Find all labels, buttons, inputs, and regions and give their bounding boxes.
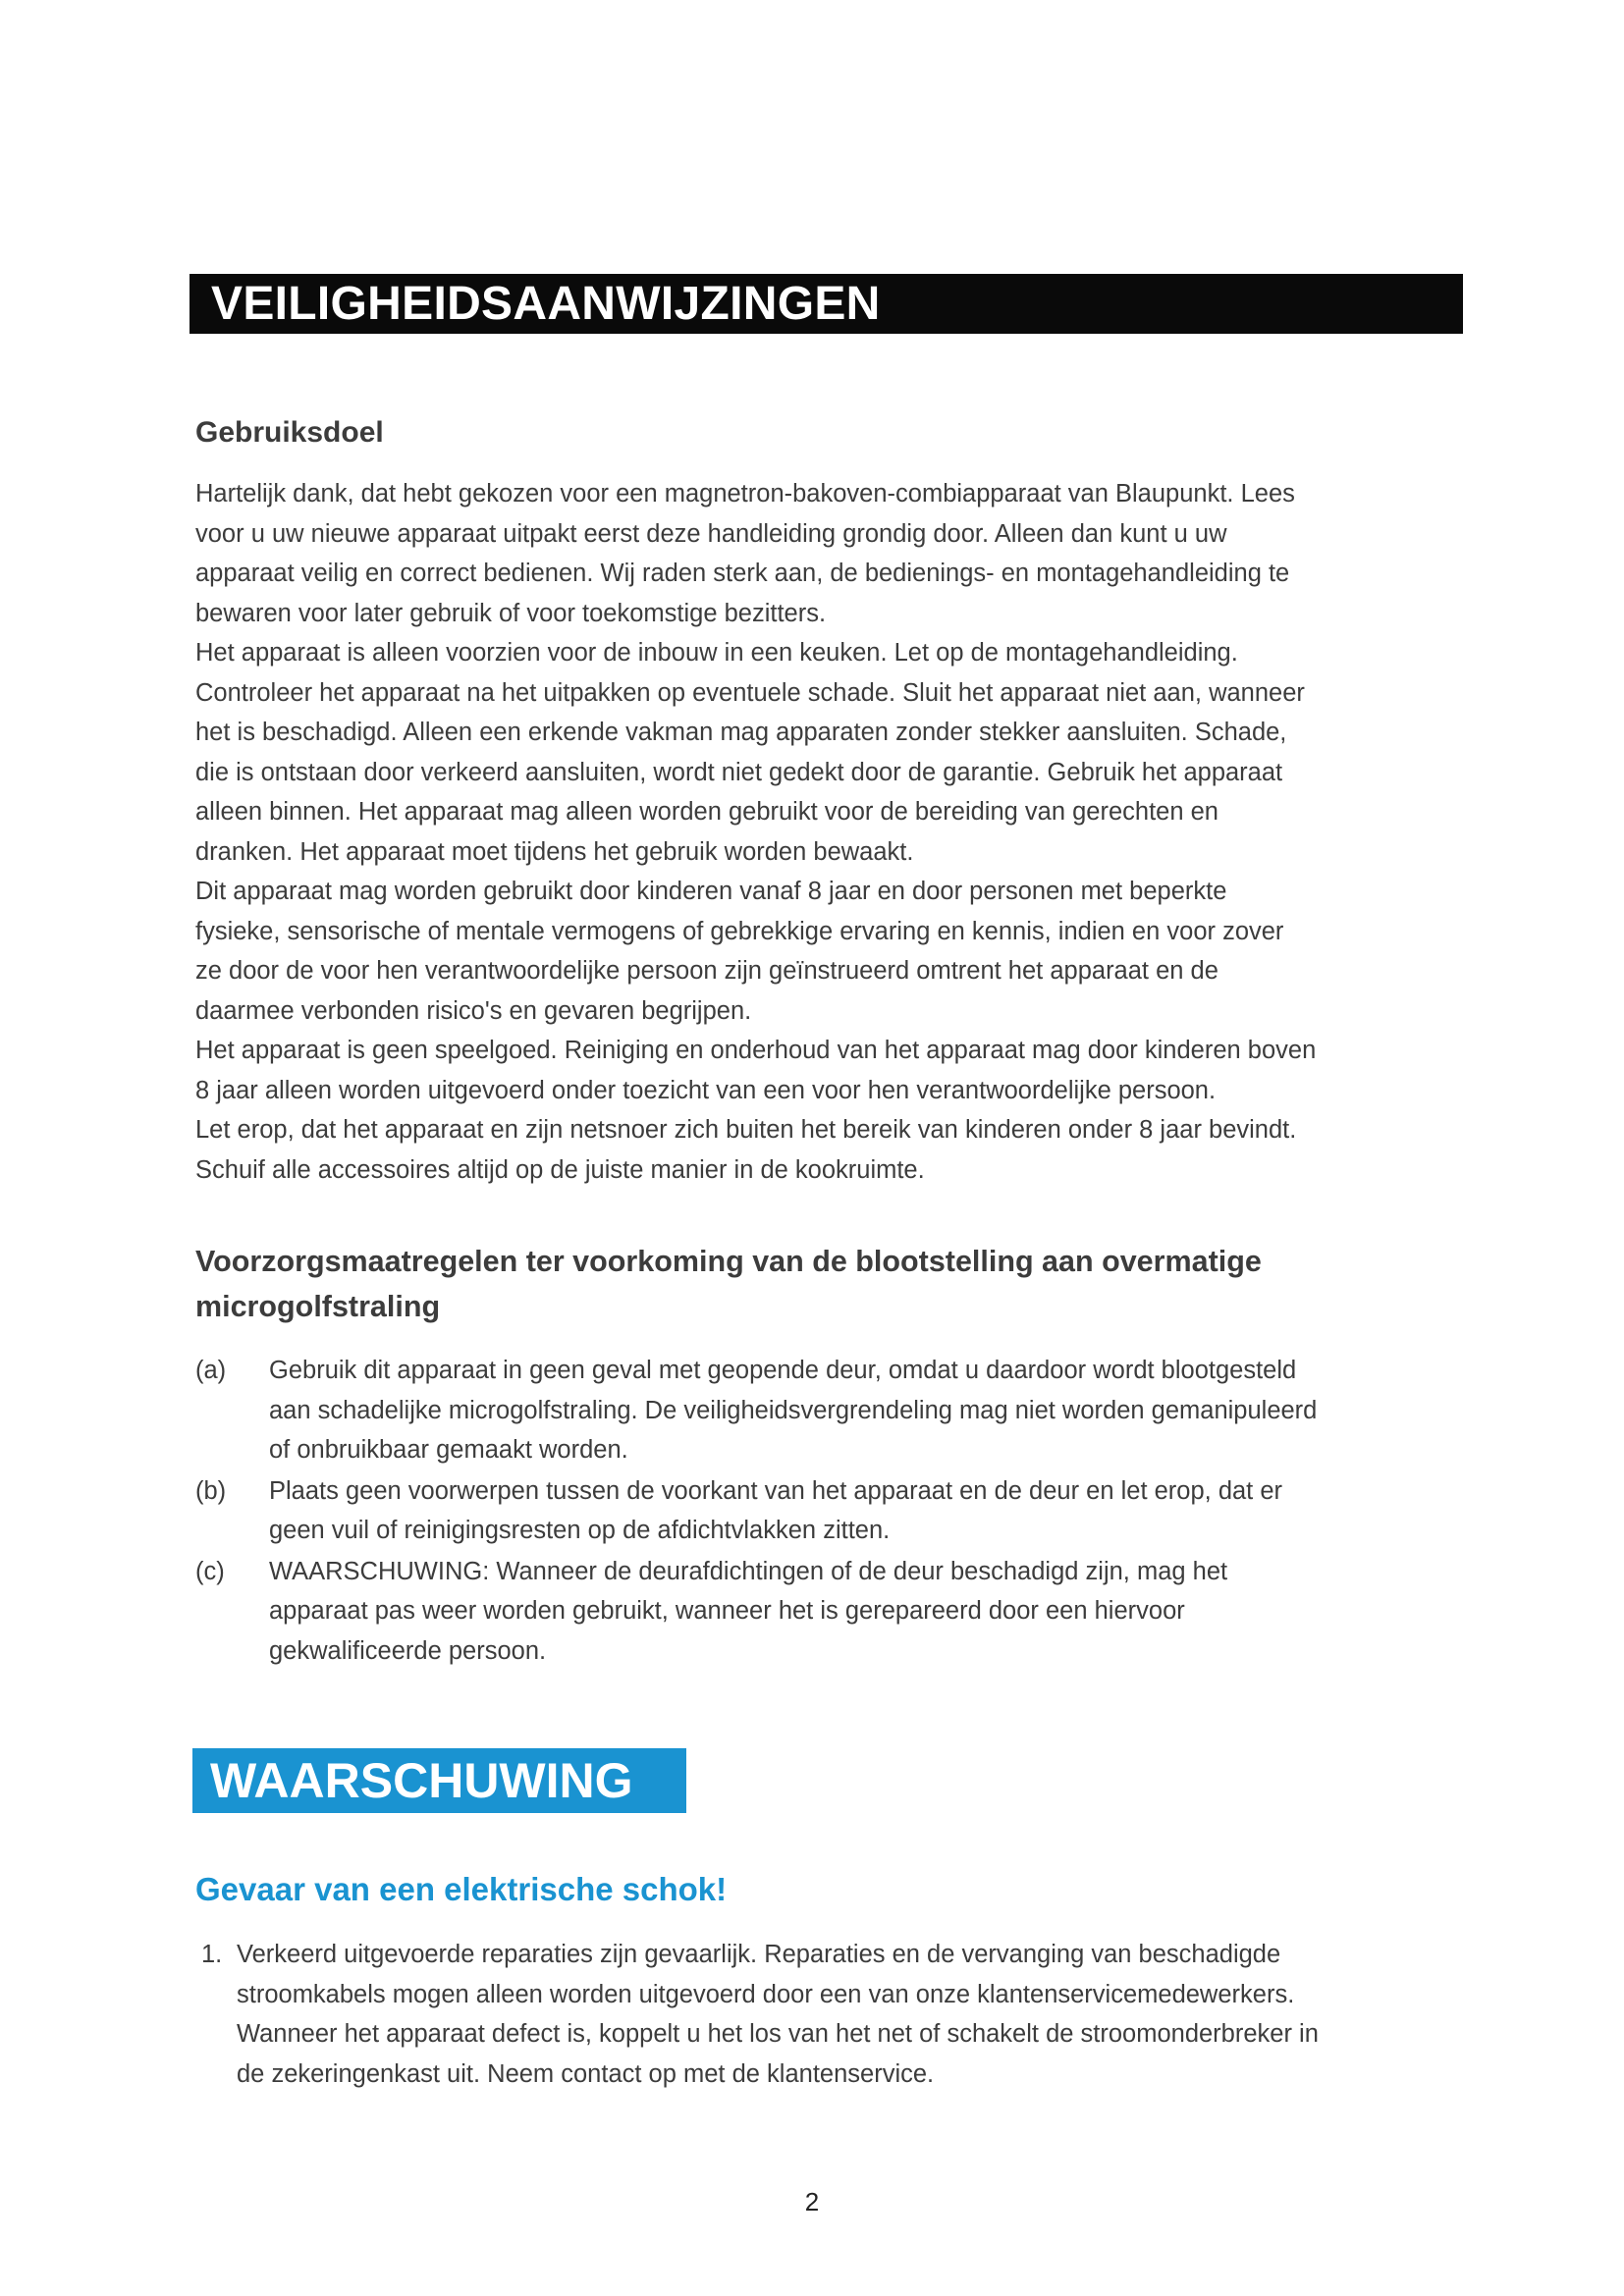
section-heading-electric-shock: Gevaar van een elektrische schok! (195, 1871, 728, 1907)
list-item (195, 1351, 1472, 1470)
list-item (195, 1471, 1472, 1551)
list-item-line: Plaats geen voorwerpen tussen de voorkant van het apparaat en de deur en let erop, dat er (269, 1476, 1283, 1505)
list-item (195, 1935, 1472, 2094)
precaution-list (195, 1351, 1472, 1672)
paragraph-line: het is beschadigd. Alleen een erkende vakman mag apparaten zonder stekker aansluiten. Schade, (195, 719, 1287, 746)
list-item-line: de zekeringenkast uit. Neem contact op met de klantenservice. (237, 2059, 935, 2088)
list-item-line: WAARSCHUWING: Wanneer de deurafdichtingen of de deur beschadigd zijn, mag het (269, 1557, 1228, 1585)
list-item-line: Gebruik dit apparaat in geen geval met geopende deur, omdat u daardoor wordt blootgesteld (269, 1357, 1297, 1384)
paragraph-line: bewaren voor later gebruik of voor toekomstige bezitters. (195, 599, 827, 627)
section-heading-voorzorgsmaatregelen (195, 1239, 1472, 1329)
electric-shock-list (195, 1935, 1472, 2094)
list-item-line: aan schadelijke microgolfstraling. De veiligheidsvergrendeling mag niet worden gemanipuleerd (269, 1396, 1318, 1424)
title-banner: VEILIGHEIDSAANWIJZINGEN (189, 274, 1463, 334)
paragraph-line: Dit apparaat mag worden gebruikt door kinderen vanaf 8 jaar en door personen met beperkte (195, 878, 1227, 905)
paragraph-line: fysieke, sensorische of mentale vermogens of gebrekkige ervaring en kennis, indien en voor zover (195, 917, 1284, 945)
list-item-line: gekwalificeerde persoon. (269, 1636, 547, 1665)
warning-banner: WAARSCHUWING (192, 1748, 686, 1813)
page-number: 2 (804, 2187, 820, 2216)
paragraph-line: dranken. Het apparaat moet tijdens het gebruik worden bewaakt. (195, 837, 914, 866)
paragraph-line: apparaat veilig en correct bedienen. Wij raden sterk aan, de bedienings- en montagehandleiding te (195, 560, 1290, 587)
paragraph-line: Het apparaat is alleen voorzien voor de inbouw in een keuken. Let op de montagehandleiding. (195, 639, 1238, 667)
paragraph-line: Schuif alle accessoires altijd op de juiste manier in de kookruimte. (195, 1155, 925, 1184)
list-marker: (b) (195, 1476, 227, 1505)
list-item-line: Wanneer het apparaat defect is, koppelt u het los van het net of schakelt de stroomonderbreker in (237, 2020, 1319, 2048)
list-item-line: apparaat pas weer worden gebruikt, wanneer het is gerepareerd door een hiervoor (269, 1597, 1185, 1625)
paragraph-line: Hartelijk dank, dat hebt gekozen voor een magnetron-bakoven-combiapparaat van Blaupunkt. Lees (195, 480, 1295, 507)
paragraph-line: daarmee verbonden risico's en gevaren begrijpen. (195, 996, 752, 1025)
list-marker: (c) (195, 1557, 225, 1585)
list-marker: (a) (195, 1357, 227, 1384)
list-marker: 1. (201, 1941, 223, 1968)
paragraph-line: voor u uw nieuwe apparaat uitpakt eerst deze handleiding grondig door. Alleen dan kunt u uw (195, 519, 1227, 548)
heading-line: microgolfstraling (195, 1290, 441, 1323)
paragraph-line: ze door de voor hen verantwoordelijke persoon zijn geïnstrueerd omtrent het apparaat en de (195, 957, 1218, 985)
paragraph-line: Het apparaat is geen speelgoed. Reiniging en onderhoud van het apparaat mag door kinderen boven (195, 1037, 1317, 1064)
paragraph-line: alleen binnen. Het apparaat mag alleen worden gebruikt voor de bereiding van gerechten en (195, 798, 1218, 826)
section1-paragraph (195, 474, 1472, 1190)
paragraph-line: die is ontstaan door verkeerd aansluiten, wordt niet gedekt door de garantie. Gebruik het apparaat (195, 758, 1283, 786)
paragraph-line: Controleer het apparaat na het uitpakken op eventuele schade. Sluit het apparaat niet aan, wanneer (195, 678, 1305, 707)
list-item-line: geen vuil of reinigingsresten op de afdichtvlakken zitten. (269, 1517, 891, 1544)
list-item-line: stroomkabels mogen alleen worden uitgevoerd door een van onze klantenservicemedewerkers. (237, 1980, 1295, 2008)
paragraph-line: 8 jaar alleen worden uitgevoerd onder toezicht van een voor hen verantwoordelijke persoon. (195, 1076, 1217, 1104)
section-heading-gebruiksdoel: Gebruiksdoel (195, 416, 384, 449)
list-item (195, 1552, 1472, 1672)
paragraph-line: Let erop, dat het apparaat en zijn netsnoer zich buiten het bereik van kinderen onder 8 jaar bevindt. (195, 1116, 1297, 1144)
list-item-line: Verkeerd uitgevoerde reparaties zijn gevaarlijk. Reparaties en de vervanging van beschadigde (237, 1941, 1281, 1968)
list-item-line: of onbruikbaar gemaakt worden. (269, 1436, 628, 1464)
heading-line: Voorzorgsmaatregelen ter voorkoming van de blootstelling aan overmatige (195, 1245, 1262, 1278)
